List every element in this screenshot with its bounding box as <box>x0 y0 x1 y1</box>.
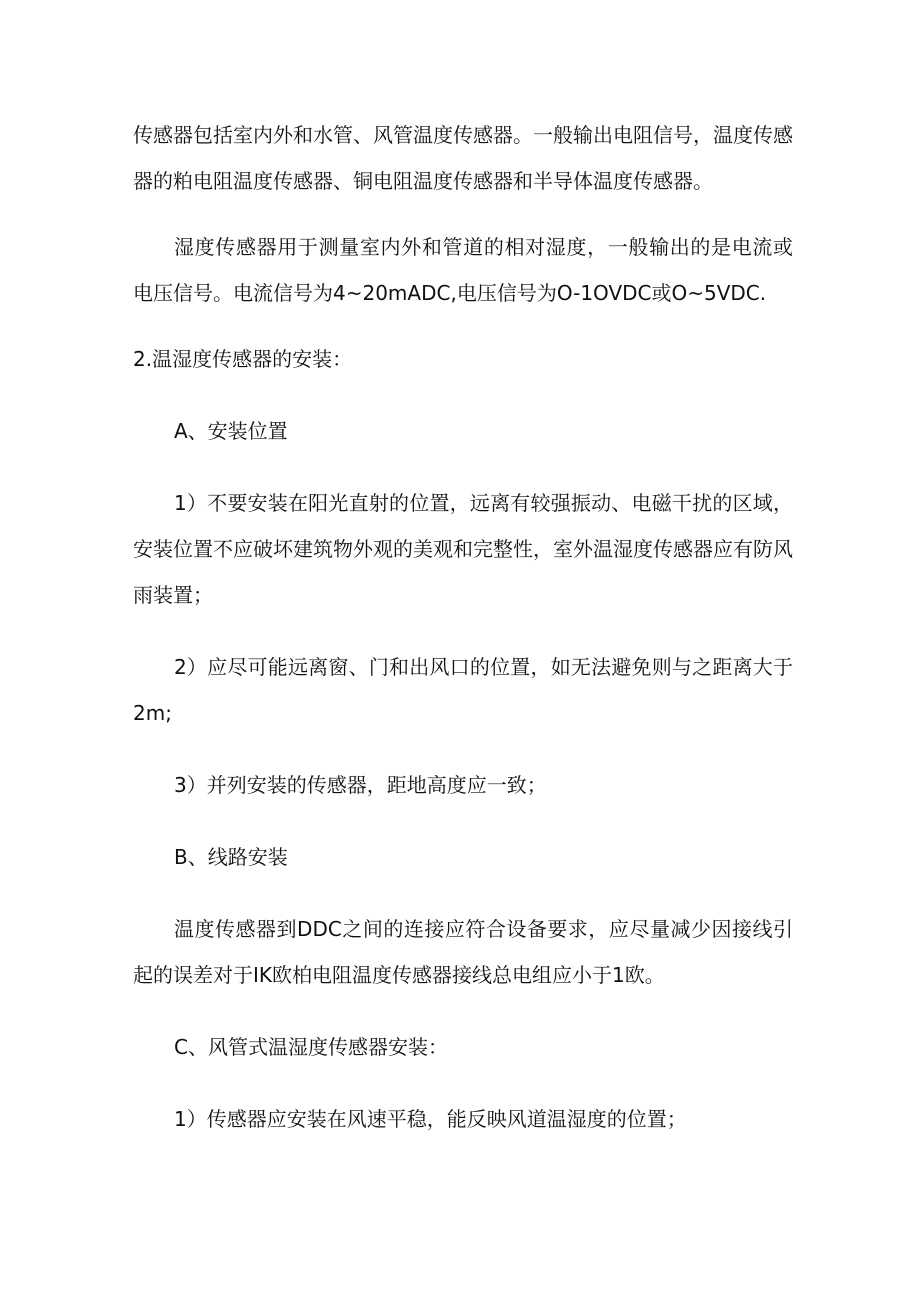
document-body <box>133 112 793 1142</box>
list-item-location-1: 1）不要安装在阳光直射的位置，远离有较强振动、电磁干扰的区域，安装位置不应破坏建筑物外观的美观和完整性，室外温湿度传感器应有防风雨装置； <box>133 491 793 607</box>
list-item-duct-1: 1）传感器应安装在风速平稳，能反映风道温湿度的位置； <box>174 1107 687 1131</box>
paragraph-sensor-types: 传感器包括室内外和水管、风管温度传感器。一般输出电阻信号，温度传感器的粕电阻温度传感器、铜电阻温度传感器和半导体温度传感器。 <box>133 123 793 193</box>
paragraph-humidity-sensor: 湿度传感器用于测量室内外和管道的相对湿度，一般输出的是电流或电压信号。电流信号为4~20mADC,电压信号为O-1OVDC或O~5VDC. <box>133 235 793 305</box>
subheading-wiring-install: B、线路安装 <box>174 845 288 869</box>
list-item-location-3: 3）并列安装的传感器，距地高度应一致； <box>174 773 547 797</box>
list-item-location-2: 2）应尽可能远离窗、门和出风口的位置，如无法避免则与之距离大于2m; <box>133 655 793 725</box>
subheading-install-location: A、安装位置 <box>174 419 288 443</box>
subheading-duct-sensor-install: C、风管式温湿度传感器安装： <box>174 1035 448 1059</box>
section-heading-installation: 2.温湿度传感器的安装： <box>133 347 353 371</box>
paragraph-wiring-requirements: 温度传感器到DDC之间的连接应符合设备要求，应尽量减少因接线引起的误差对于IK欧柏电阻温度传感器接线总电组应小于1欧。 <box>133 917 793 987</box>
